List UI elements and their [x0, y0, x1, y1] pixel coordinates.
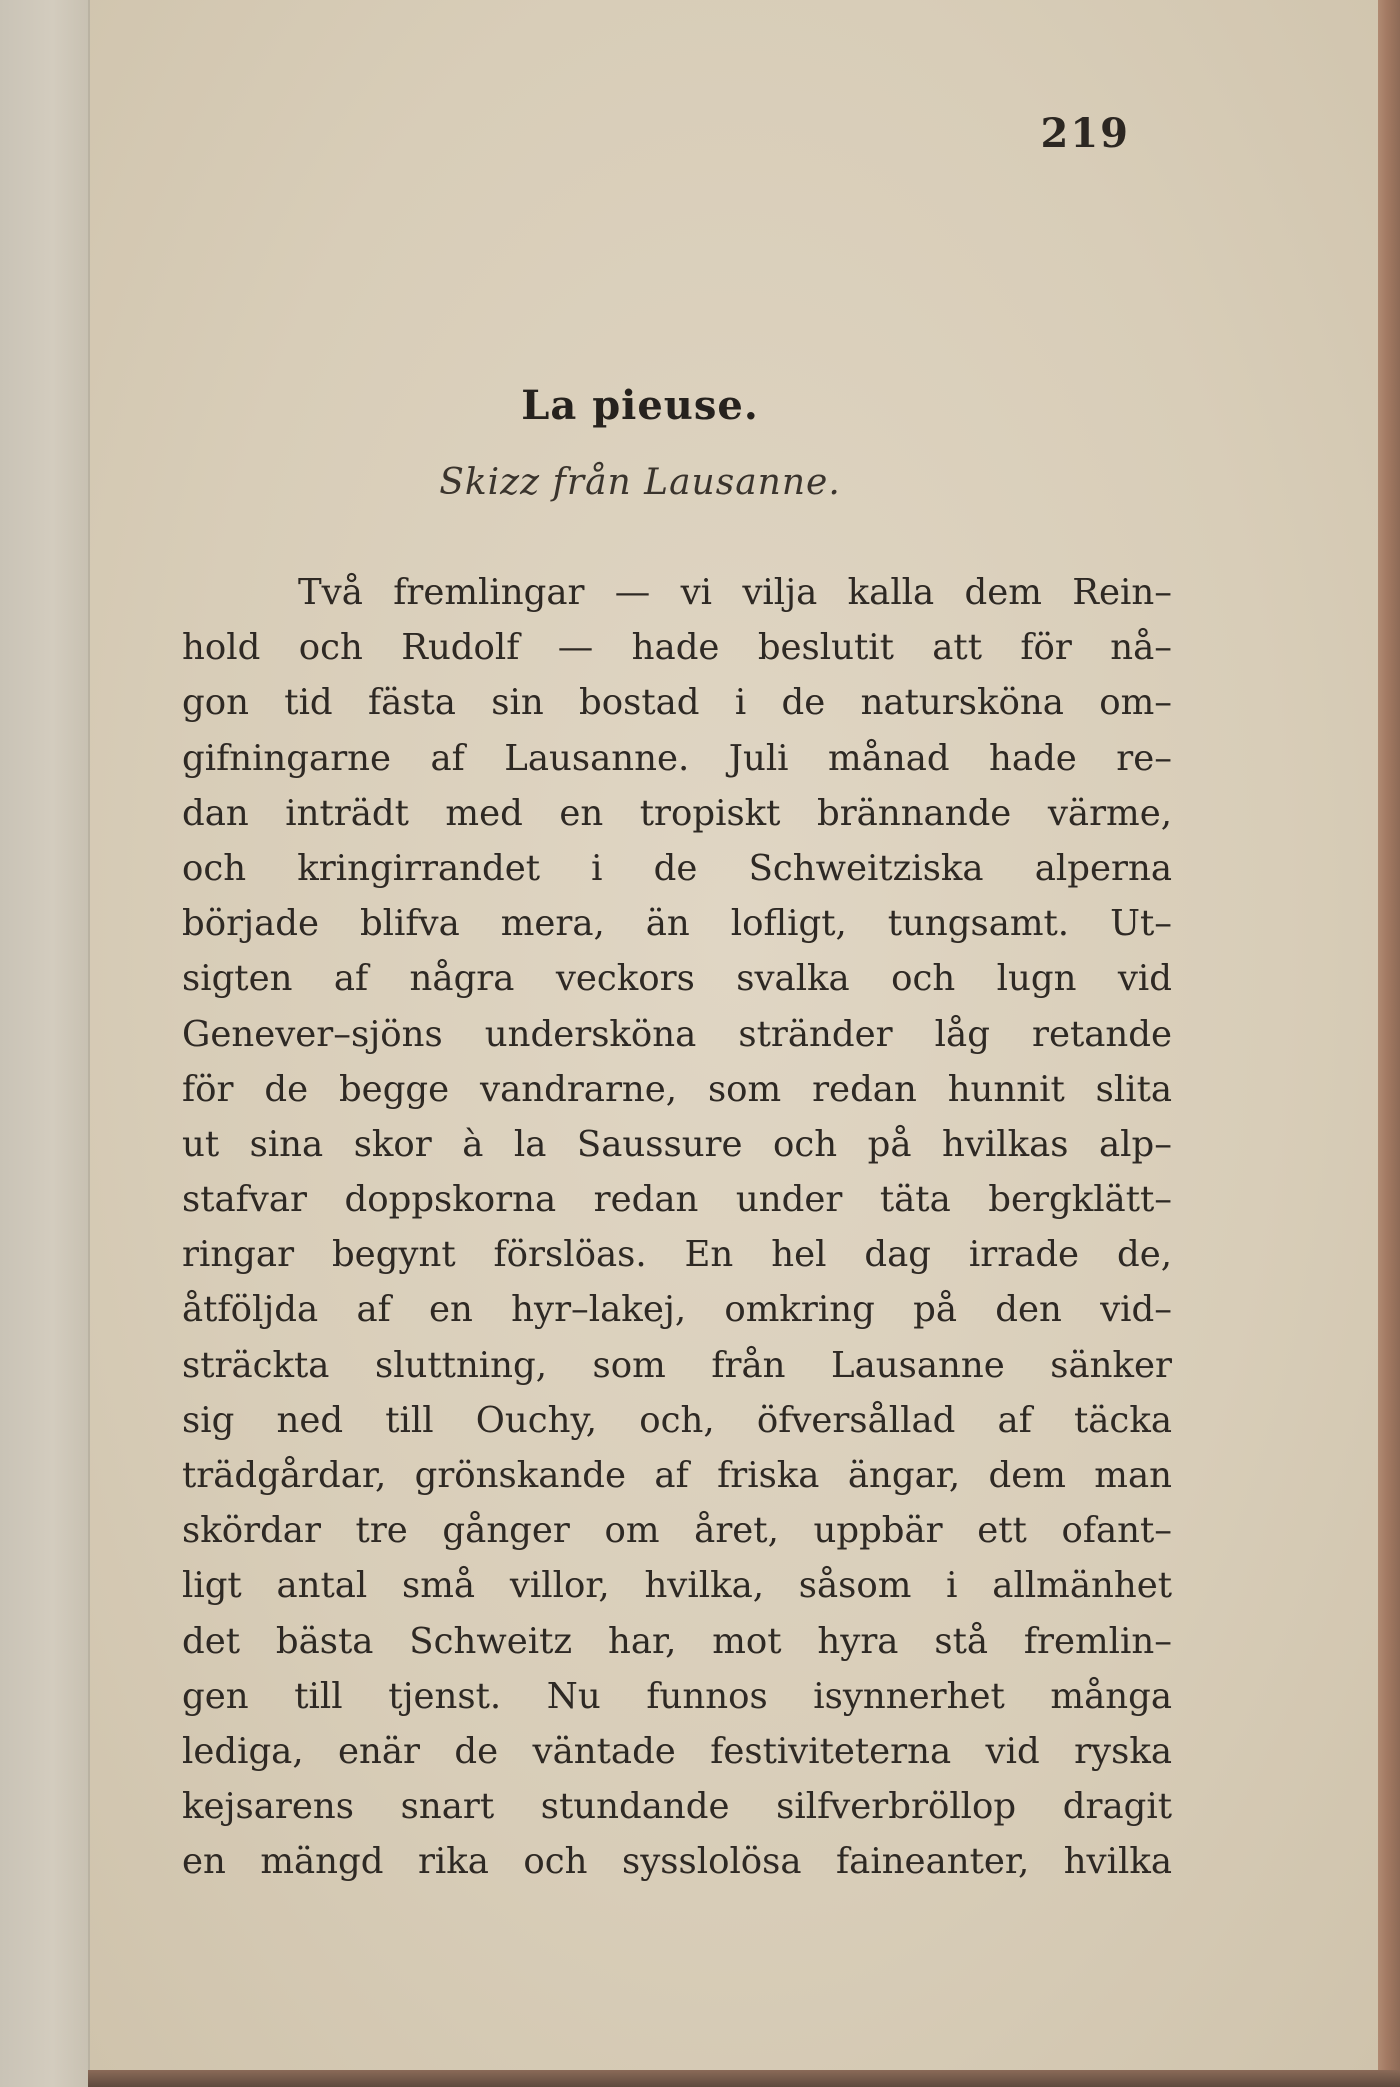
text-line: för de begge vandrarne, som redan hunnit slita — [182, 1068, 1172, 1110]
text-line: ligt antal små villor, hvilka, såsom i allmänhet — [182, 1565, 1172, 1607]
chapter-title: La pieuse. — [521, 382, 759, 429]
text-line: gifningarne af Lausanne. Juli månad hade re– — [182, 737, 1172, 779]
text-line: Genever–sjöns undersköna stränder låg retande — [182, 1013, 1172, 1055]
text-line: började blifva mera, än lofligt, tungsamt. Ut– — [182, 903, 1172, 945]
text-line: stafvar doppskorna redan under täta bergklätt– — [182, 1179, 1172, 1221]
text-line: gon tid fästa sin bostad i de natursköna om– — [182, 682, 1172, 724]
chapter-subtitle: Skizz från Lausanne. — [439, 462, 841, 503]
text-line: det bästa Schweitz har, mot hyra stå fremlin– — [182, 1620, 1172, 1662]
text-line: trädgårdar, grönskande af friska ängar, dem man — [182, 1455, 1172, 1496]
text-line: gen till tjenst. Nu funnos isynnerhet många — [182, 1675, 1172, 1717]
text-line: en mängd rika och sysslolösa faineanter, hvilka — [182, 1841, 1172, 1883]
text-line: sträckta sluttning, som från Lausanne sänker — [182, 1344, 1172, 1386]
text-line: sig ned till Ouchy, och, öfversållad af täcka — [182, 1399, 1172, 1441]
text-line: lediga, enär de väntade festiviteterna vid ryska — [182, 1730, 1172, 1772]
book-edge — [1378, 0, 1400, 2087]
book-bottom-edge — [88, 2070, 1400, 2087]
text-line: sigten af några veckors svalka och lugn vid — [182, 958, 1172, 1000]
text-line: Två fremlingar — vi vilja kalla dem Rein– — [298, 572, 1172, 613]
text-line: åtföljda af en hyr–lakej, omkring på den vid– — [182, 1289, 1172, 1331]
text-line: hold och Rudolf — hade beslutit att för nå– — [182, 627, 1172, 669]
body-text — [182, 565, 1172, 1890]
text-line: kejsarens snart stundande silfverbröllop dragit — [182, 1786, 1172, 1828]
text-line: och kringirrandet i de Schweitziska alperna — [182, 847, 1172, 889]
facing-page-margin — [0, 0, 90, 2087]
page-number: 219 — [1040, 110, 1130, 157]
text-line: dan inträdt med en tropiskt brännande värme, — [182, 792, 1172, 834]
text-line: ut sina skor à la Saussure och på hvilkas alp– — [182, 1123, 1172, 1165]
text-line: skördar tre gånger om året, uppbär ett ofant– — [182, 1510, 1172, 1552]
text-line: ringar begynt förslöas. En hel dag irrade de, — [182, 1234, 1172, 1276]
